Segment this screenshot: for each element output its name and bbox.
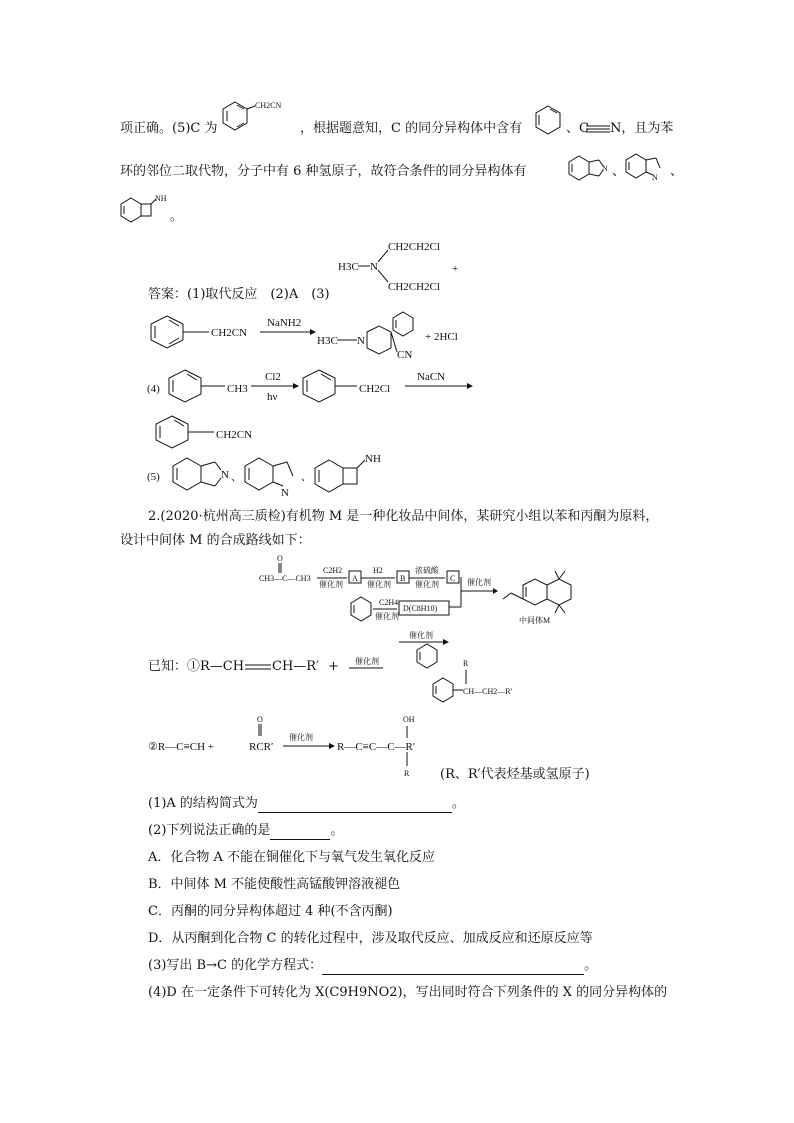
- ch2ch2cl-label: CH2CH2Cl: [388, 241, 440, 253]
- separator: 、: [301, 471, 312, 483]
- ch2ch2cl-label: CH2CH2Cl: [388, 281, 440, 293]
- o-label: O: [257, 715, 263, 724]
- catalyst-label: 催化剂: [375, 612, 399, 621]
- n-label: N: [602, 164, 608, 173]
- h3c-label: H3C: [338, 261, 359, 273]
- product-label: CH—CH2—R′: [463, 687, 513, 696]
- ketone-label: RCR′: [249, 741, 274, 753]
- nh-label: NH: [365, 453, 381, 465]
- text-line2: 环的邻位二取代物，分子中有 6 种氢原子，故符合条件的同分异构体有: [120, 164, 527, 179]
- known-1-mid: CH—R′: [272, 659, 320, 674]
- text-line1-b: ，根据题意知，C 的同分异构体中含有: [300, 121, 523, 136]
- known-2-note: (R、R′代表烃基或氢原子): [440, 767, 590, 782]
- compound-d: D(C8H10): [403, 604, 438, 613]
- compound-a: A: [352, 574, 358, 583]
- question-1-end: 。: [451, 796, 465, 811]
- hv-condition: hν: [267, 391, 278, 403]
- double-bond: [243, 660, 273, 674]
- n-label: N: [357, 335, 365, 347]
- h2-reagent: H2: [373, 566, 383, 575]
- catalyst-label: 催化剂: [367, 580, 391, 589]
- question-3: [148, 957, 597, 975]
- option-b: B．中间体 M 不能使酸性高锰酸钾溶液褪色: [148, 877, 401, 892]
- catalyst-label: 催化剂: [355, 657, 379, 666]
- text-line1-d: N，且为苯: [610, 121, 674, 136]
- known-2-product: R—C≡C—C—R′: [337, 741, 416, 753]
- n-label: N: [652, 173, 658, 182]
- plus-sign: +: [452, 263, 459, 275]
- indoline-structure-1: [622, 150, 670, 184]
- acetone-label: CH3—C—CH3: [259, 574, 311, 583]
- known-1-reaction: [345, 628, 565, 704]
- isoindoline-structure-1: [565, 152, 613, 186]
- benzene-ring-structure: [530, 102, 566, 138]
- synthesis-route: [255, 555, 585, 627]
- answer3-reaction: [145, 306, 475, 362]
- ch2cn-label: CH2CN: [211, 327, 248, 339]
- question-2: [148, 822, 343, 840]
- cn-label: CN: [397, 349, 413, 361]
- question-1: [148, 795, 465, 813]
- separator: 、: [612, 164, 626, 179]
- option-c: C．丙酮的同分异构体超过 4 种(不含丙酮): [148, 904, 393, 919]
- question-3-text: (3)写出 B→C 的化学方程式：: [148, 958, 323, 973]
- option-d: D．从丙酮到化合物 C 的转化过程中，涉及取代反应、加成反应和还原反应等: [148, 931, 593, 946]
- triple-bond: [586, 124, 610, 134]
- known-2-reactant: ②R—C≡CH +: [148, 741, 214, 753]
- q2-intro-2: 设计中间体 M 的合成路线如下：: [120, 533, 311, 548]
- r-label: R: [404, 769, 410, 778]
- answer4-product: [150, 410, 290, 454]
- separator: 、: [670, 164, 684, 179]
- text-line1-a: 项正确。(5)C 为: [120, 121, 218, 136]
- catalyst-label: 催化剂: [289, 733, 313, 742]
- ch2cl-label: CH2Cl: [359, 383, 391, 395]
- c2h4-reagent: C2H4: [379, 598, 399, 607]
- known-1-plus: +: [328, 659, 339, 674]
- h3c-label: H3C: [317, 335, 338, 347]
- answer5-structures: [145, 450, 405, 498]
- ch2cn-label: CH2CN: [216, 429, 253, 441]
- n-label: N: [370, 261, 378, 273]
- answer-label: 答案：(1)取代反应 (2)A (3): [148, 287, 330, 302]
- nh-label: NH: [155, 194, 167, 203]
- answer-blank-1[interactable]: [258, 812, 452, 813]
- hcl-label: + 2HCl: [425, 331, 458, 343]
- answer4-reaction: [145, 362, 475, 414]
- o-label: O: [277, 555, 283, 563]
- text-line1-c: 、C: [566, 121, 589, 136]
- part4-label: (4): [147, 383, 160, 395]
- chloroethylamine-structure: [330, 230, 470, 300]
- question-2-end: 。: [330, 823, 344, 838]
- benzocyclobutenimine-structure-1: [118, 192, 170, 226]
- option-a: A．化合物 A 不能在铜催化下与氧气发生氧化反应: [148, 850, 436, 865]
- intermediate-m-label: 中间体M: [519, 616, 551, 625]
- catalyst-label: 催化剂: [409, 631, 433, 640]
- benzyl-cyanide-structure: [215, 96, 295, 138]
- c2h2-reagent: C2H2: [323, 566, 343, 575]
- separator: 、: [231, 471, 242, 483]
- r-label: R: [463, 659, 469, 668]
- compound-c: C: [450, 574, 456, 583]
- period: 。: [170, 209, 184, 224]
- question-3-end: 。: [584, 958, 598, 973]
- ch2cn-label: CH2CN: [255, 101, 282, 110]
- n-label: N: [221, 469, 229, 481]
- nanh2-reagent: NaNH2: [267, 317, 302, 329]
- question-2-text: (2)下列说法正确的是: [148, 823, 271, 838]
- known-1-label: 已知：①R—CH: [148, 659, 245, 674]
- nacn-reagent: NaCN: [417, 371, 446, 383]
- catalyst-label: 催化剂: [415, 580, 439, 589]
- oh-label: OH: [403, 715, 415, 724]
- catalyst-label: 催化剂: [319, 580, 343, 589]
- compound-b: B: [400, 574, 406, 583]
- h2so4-reagent: 浓硫酸: [415, 566, 439, 575]
- answer-blank-3[interactable]: [322, 974, 584, 975]
- part5-label: (5): [147, 471, 160, 483]
- ch3-label: CH3: [227, 383, 248, 395]
- question-1-text: (1)A 的结构简式为: [148, 796, 258, 811]
- cl2-reagent: Cl2: [265, 371, 281, 383]
- catalyst-label: 催化剂: [467, 578, 491, 587]
- n-label: N: [281, 487, 289, 498]
- answer-blank-2[interactable]: [270, 839, 330, 840]
- q2-intro-1: 2.(2020·杭州高三质检)有机物 M 是一种化妆品中间体，某研究小组以苯和丙酮为原料，: [148, 509, 659, 524]
- question-4: (4)D 在一定条件下可转化为 X(C9H9NO2)，写出同时符合下列条件的 X 的同分异构体的: [148, 985, 668, 1000]
